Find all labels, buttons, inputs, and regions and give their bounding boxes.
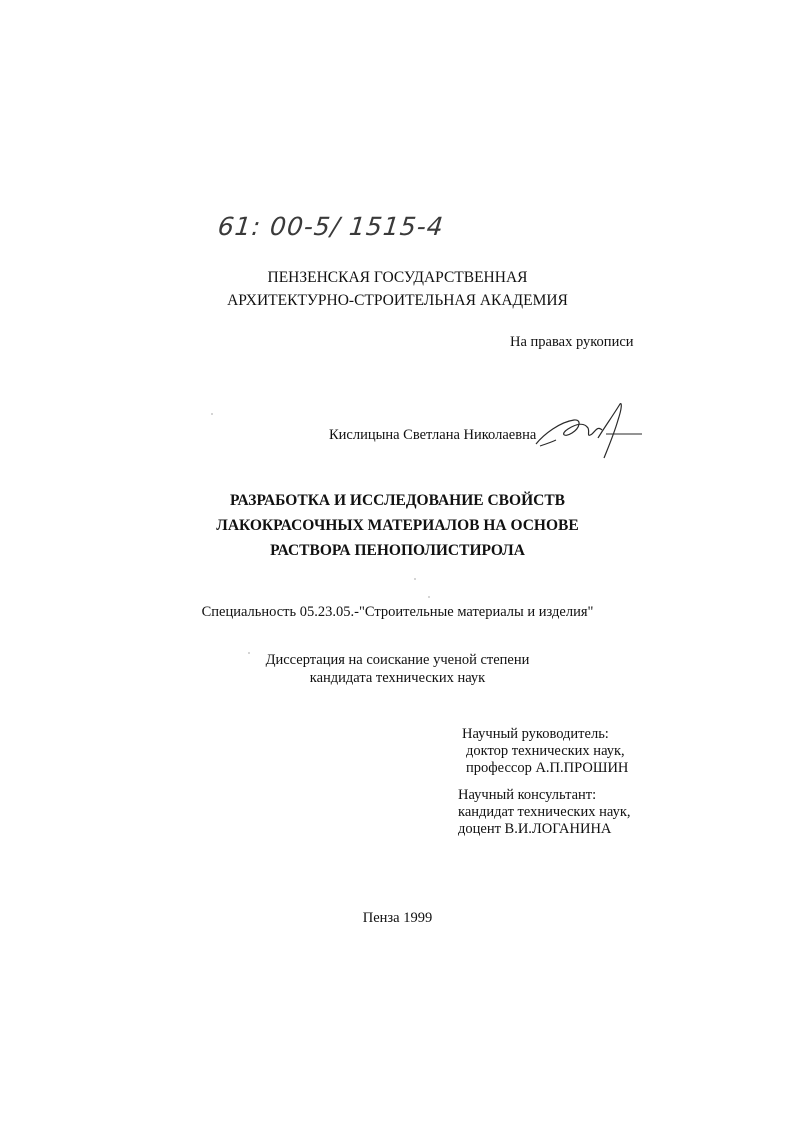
consultant-degree: кандидат технических наук, — [458, 804, 631, 820]
scientific-advisor — [462, 726, 628, 777]
scan-speck — [414, 578, 416, 580]
manuscript-note: На правах рукописи — [510, 334, 634, 350]
advisor-name: профессор А.П.ПРОШИН — [466, 760, 629, 776]
title-line-2: ЛАКОКРАСОЧНЫХ МАТЕРИАЛОВ НА ОСНОВЕ — [216, 517, 579, 534]
scientific-consultant — [458, 787, 631, 838]
author-name: Кислицына Светлана Николаевна — [329, 427, 537, 443]
scan-speck — [211, 413, 213, 415]
degree-line-1: Диссертация на соискание ученой степени — [265, 652, 530, 668]
dissertation-title — [0, 488, 795, 563]
institution-line-1: ПЕНЗЕНСКАЯ ГОСУДАРСТВЕННАЯ — [267, 269, 528, 286]
scan-speck — [248, 652, 250, 654]
scan-speck — [428, 596, 430, 598]
degree-statement — [0, 651, 795, 687]
city-year: Пенза 1999 — [362, 910, 433, 926]
title-line-3: РАСТВОРА ПЕНОПОЛИСТИРОЛА — [270, 542, 525, 559]
institution-name — [0, 266, 795, 312]
advisor-degree: доктор технических наук, — [466, 743, 625, 759]
title-line-1: РАЗРАБОТКА И ИССЛЕДОВАНИЕ СВОЙСТВ — [230, 492, 565, 509]
consultant-name: доцент В.И.ЛОГАНИНА — [458, 821, 612, 837]
degree-line-2: кандидата технических наук — [309, 670, 486, 686]
advisor-role: Научный руководитель: — [462, 726, 609, 742]
institution-line-2: АРХИТЕКТУРНО-СТРОИТЕЛЬНАЯ АКАДЕМИЯ — [227, 292, 568, 309]
library-call-number: 61: 00-5/ 1515-4 — [216, 212, 446, 241]
author-signature — [534, 400, 644, 462]
specialty: Специальность 05.23.05.-"Строительные материалы и изделия" — [201, 604, 594, 620]
consultant-role: Научный консультант: — [458, 787, 597, 803]
